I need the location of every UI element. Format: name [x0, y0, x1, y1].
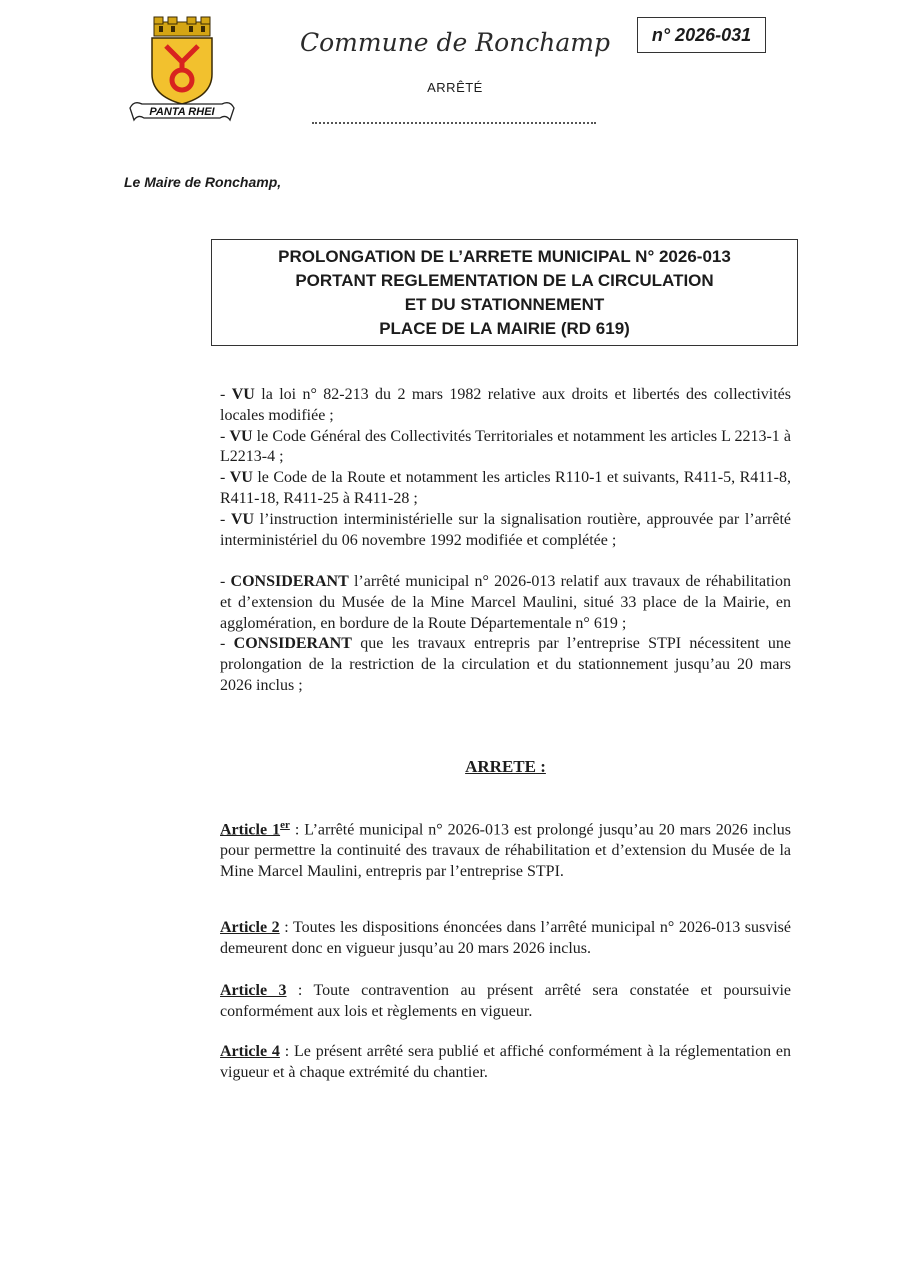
article-2: Article 2 : Toutes les dispositions énoncées dans l’arrêté municipal n° 2026-013 susvisé demeurent donc en vigueur jusqu’au 20 mars 2026 inclus. [220, 919, 792, 957]
decree-title-box [211, 239, 798, 346]
considerant-item: - CONSIDERANT l’arrêté municipal n° 2026-013 relatif aux travaux de réhabilitation et d’extension du Musée de la Mine Marcel Maulini, situé 33 place de la Mairie, en agglomération, en bordure de la Route Départementale n° 619 ; [220, 573, 791, 632]
article-1: Article 1er : L’arrêté municipal n° 2026-013 est prolongé jusqu’au 20 mars 2026 inclus pour permettre la continuité des travaux de réhabilitation et d’extension du Musée de la Mine Marcel Maulini, entrepris par l’entreprise STPI. [220, 819, 792, 880]
decree-number-box: n° 2026-031 [637, 17, 766, 53]
title-line: PLACE DE LA MAIRIE (RD 619) [379, 319, 630, 338]
decree-heading: ARRETE : [465, 757, 546, 776]
visas-block [220, 385, 791, 551]
article-label: Article 4 [220, 1043, 280, 1060]
commune-name: Commune de Ronchamp [300, 28, 610, 57]
visa-item: - VU l’instruction interministérielle sur la signalisation routière, approuvée par l’arrêté interministériel du 06 novembre 1992 modifiée et complétée ; [220, 510, 792, 549]
title-line: PROLONGATION DE L’ARRETE MUNICIPAL N° 2026-013 [278, 247, 731, 266]
article-label: Article 3 [220, 982, 287, 999]
considerants-block [220, 572, 791, 697]
visa-item: - VU le Code de la Route et notamment les articles R110-1 et suivants, R411-5, R411-8, R411-18, R411-25 à R411-28 ; [220, 469, 792, 507]
visa-item: - VU le Code Général des Collectivités Territoriales et notamment les articles L 2213-1 à L2213-4 ; [220, 427, 792, 466]
title-line: PORTANT REGLEMENTATION DE LA CIRCULATION [295, 271, 714, 290]
signatory-line: Le Maire de Ronchamp, [124, 174, 282, 190]
considerant-item: - CONSIDERANT que les travaux entrepris par l’entreprise STPI nécessitent une prolongation de la restriction de la circulation et du stationnement jusqu’au 20 mars 2026 inclus ; [220, 635, 791, 694]
dotted-divider [312, 122, 596, 124]
article-4: Article 4 : Le présent arrêté sera publié et affiché conformément à la réglementation en vigueur et à chaque extrémité du chantier. [220, 1043, 791, 1081]
title-line: ET DU STATIONNEMENT [404, 295, 605, 314]
motto-text: PANTA RHEI [149, 106, 215, 118]
document-type: ARRÊTÉ [427, 80, 483, 95]
article-label: Article 1 [220, 821, 281, 839]
visa-item: - VU la loi n° 82-213 du 2 mars 1982 relative aux droits et libertés des collectivités locales modifiée ; [220, 386, 791, 424]
article-3: Article 3 : Toute contravention au présent arrêté sera constatée et poursuivie conformément aux lois et règlements en vigueur. [220, 982, 792, 1020]
coat-of-arms-logo [126, 16, 238, 126]
article-label: Article 2 [220, 919, 280, 936]
